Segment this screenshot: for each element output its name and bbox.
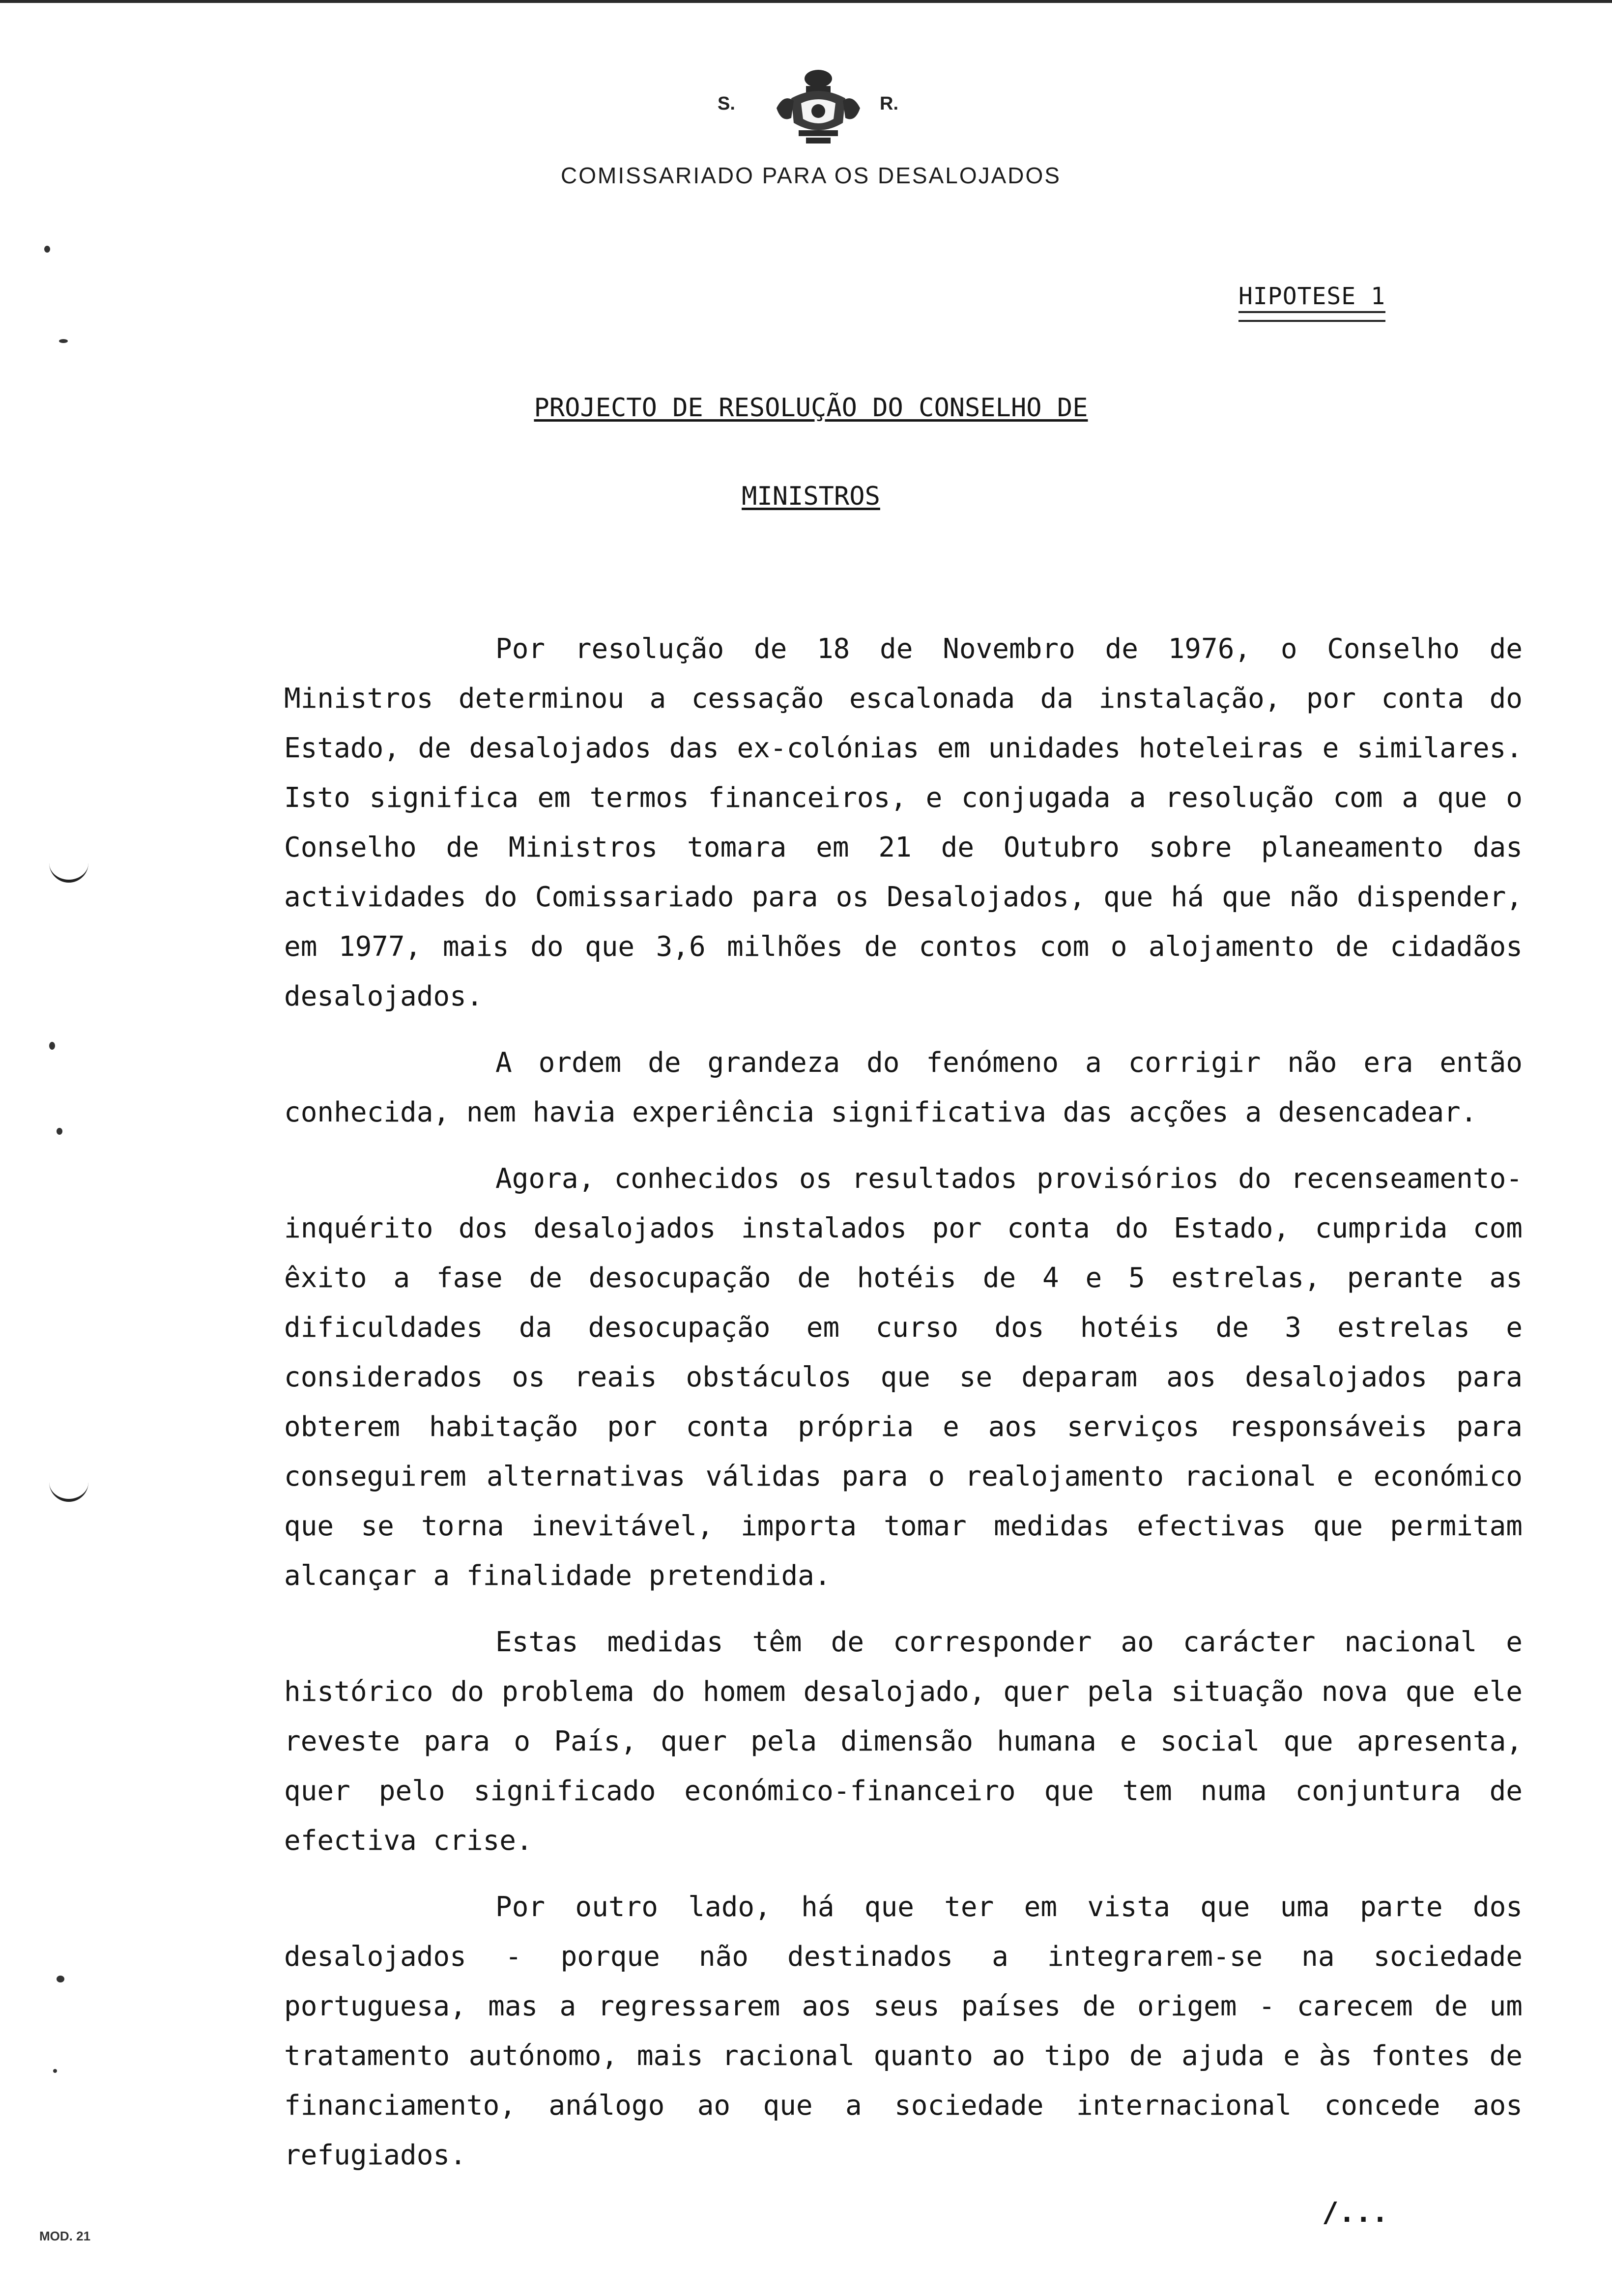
title-line-1: PROJECTO DE RESOLUÇÃO DO CONSELHO DE xyxy=(534,393,1088,423)
paragraph: Por outro lado, há que ter em vista que uma parte dos desalojados - porque não destinados a integrarem-se na sociedade portuguesa, mas a regressarem aos seus países de origem - carecem de um tratamento autónomo, mais racional quanto ao tipo de ajuda e às fontes de financiamento, análogo ao que a sociedade internacional concede aos refugiados. xyxy=(284,1891,1523,2171)
crest-letter-right: R. xyxy=(880,93,898,114)
paragraph: A ordem de grandeza do fenómeno a corrigir não era então conhecida, nem havia experiência significativa das acções a desencadear. xyxy=(284,1047,1523,1128)
title-line-2: MINISTROS xyxy=(742,482,880,511)
margin-speck xyxy=(53,2069,57,2073)
paragraph: Estas medidas têm de corresponder ao carácter nacional e histórico do problema do homem desalojado, quer pela situação nova que ele reveste para o País, quer pela dimensão humana e social que apresenta, quer pelo significado económico-financeiro que tem numa conjuntura de efectiva crise. xyxy=(284,1626,1523,1857)
margin-speck xyxy=(57,1976,64,1982)
margin-speck xyxy=(49,1042,55,1050)
hypothesis-underline xyxy=(1238,311,1385,322)
margin-arc-mark xyxy=(49,1479,88,1502)
organization-name: COMISSARIADO PARA OS DESALOJADOS xyxy=(561,163,1061,188)
hypothesis-label-text: HIPOTESE 1 xyxy=(1238,283,1385,310)
margin-speck xyxy=(57,1128,62,1135)
page-top-border xyxy=(0,0,1612,3)
letterhead-crest xyxy=(718,64,914,152)
margin-speck xyxy=(59,339,68,343)
paragraph: Agora, conhecidos os resultados provisórios do recenseamento-inquérito dos desalojados instalados por conta do Estado, cumprida com êxito a fase de desocupação de hotéis de 4 e 5 estrelas, perante as dificuldades da desocupação em curso dos hotéis de 3 estrelas e considerados os reais obstáculos que se deparam aos desalojados para obterem habitação por conta própria e aos serviços responsáveis para conseguirem alternativas válidas para o realojamento racional e económico que se torna inevitável, importa tomar medidas efectivas que permitam alcançar a finalidade pretendida. xyxy=(284,1163,1523,1592)
hypothesis-label xyxy=(1238,283,1385,322)
paragraph: Por resolução de 18 de Novembro de 1976, o Conselho de Ministros determinou a cessação escalonada da instalação, por conta do Estado, de desalojados das ex-colónias em unidades hoteleiras e similares. Isto significa em termos financeiros, e conjugada a resolução com a que o Conselho de Ministros tomara em 21 de Outubro sobre planeamento das actividades do Comissariado para os Desalojados, que há que não dispender, em 1977, mais do que 3,6 milhões de contos com o alojamento de cidadãos desalojados. xyxy=(284,633,1523,1012)
document-body xyxy=(284,624,1523,2197)
document-title xyxy=(0,393,1612,511)
margin-arc-mark xyxy=(49,860,88,883)
form-code: MOD. 21 xyxy=(39,2229,91,2243)
margin-speck xyxy=(44,246,50,253)
crest-letter-left: S. xyxy=(718,93,735,114)
continued-marker: /... xyxy=(1322,2197,1388,2229)
coat-of-arms-icon xyxy=(772,64,865,147)
